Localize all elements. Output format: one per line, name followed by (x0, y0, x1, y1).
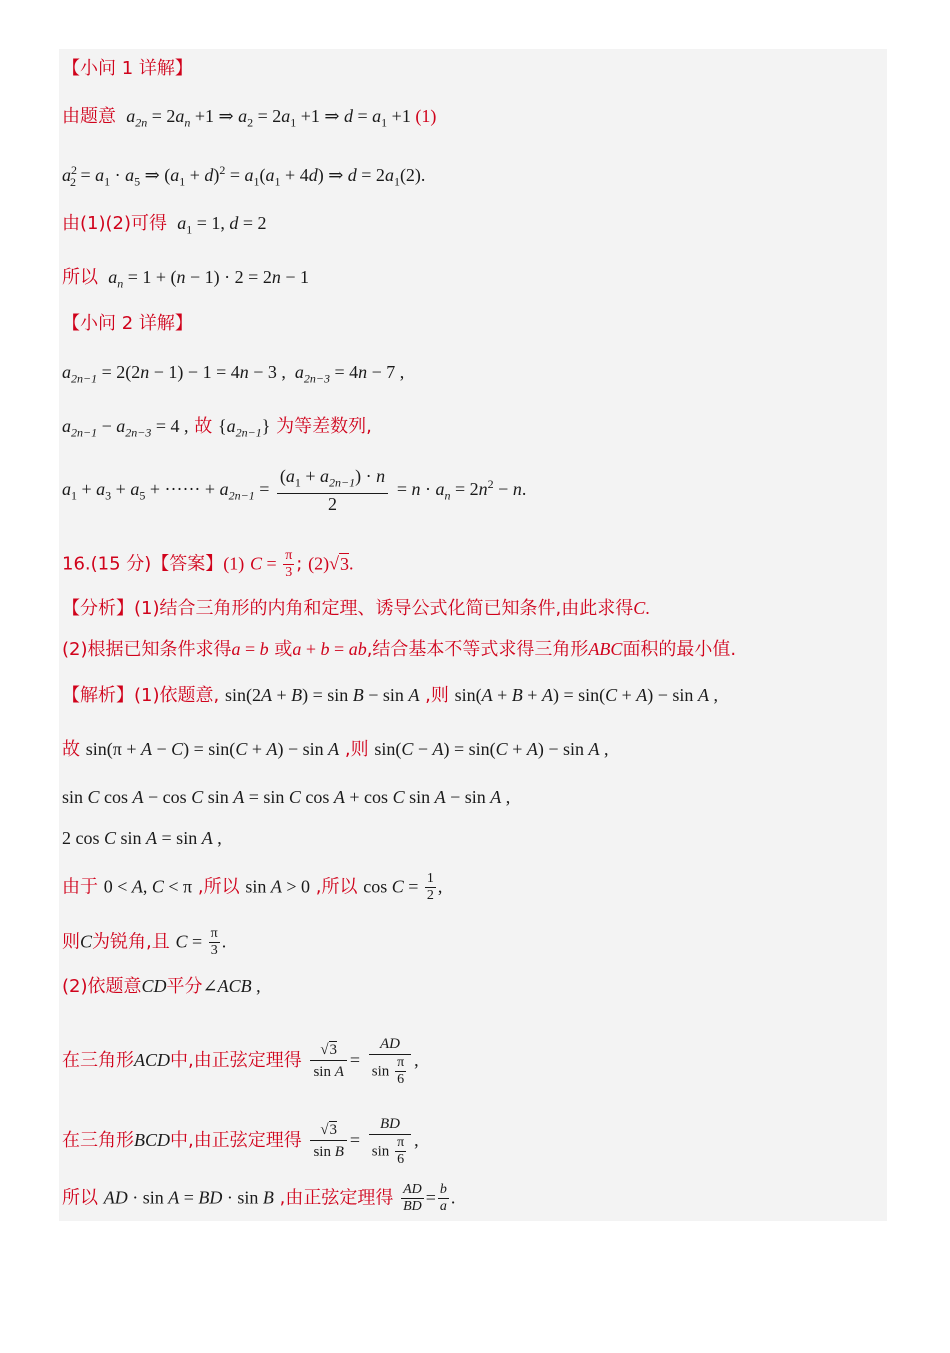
q16-solution1: 【解析】(1)依题意, sin(2A + B) = sin B − sin A ,则 sin(A + B + A) = sin(C + A) − sin A , (62, 685, 718, 706)
q16-analysis2: (2)根据已知条件求得a = b 或a + b = ab,结合基本不等式求得三角形ABC面积的最小值. (62, 639, 737, 660)
part1-line2: $a^2_2 = a_1 \cdot a_5$ ⇒ $(a_1 + d)^2 = a_1(a_1 + 4d)$ ⇒ $d = 2a_1(2)$. (62, 163, 426, 189)
q16-solution6: 则C为锐角,且 C = $\frac{\pi}{3}$ . (62, 926, 227, 958)
q16-solution9: 在三角形BCD中,由正弦定理得 $\frac{√3}{\text{sin B}}$ = BD sin $\frac{\pi}{6}$ , (62, 1116, 419, 1167)
part2-line2: $a_{2n-1} - a_{2n-3} = 4$ , 故 $\{a_{2n-1}\}$ 为等差数列, (62, 416, 372, 440)
part1-header: 【小问 1 详解】 (62, 58, 193, 79)
q16-solution5: 由于 0 < A, C < π ,所以 sin A > 0 ,所以 cos C = $\frac{1}{2}$ , (62, 871, 443, 903)
q16-solution2: 故 sin(π + A − C) = sin(C + A) − sin A ,则 sin(C − A) = sin(C + A) − sin A , (62, 739, 609, 760)
part1-line3: 由(1)(2)可得 $a_1 = 1$, d = 2 (62, 213, 267, 237)
part1-line4: 所以 $a_n = 1 + (n - 1) \cdot 2 = 2n - 1$ (62, 267, 309, 291)
part2-line1: $a_{2n-1} = 2(2n - 1) - 1 = 4n - 3$ , $a_{2n-3} = 4n - 7$ , (62, 362, 405, 386)
q16-solution8: 在三角形ACD中,由正弦定理得 $\frac{√3}{\text{sin A}}$ = AD sin $\frac{\pi}{6}$ , (62, 1036, 419, 1087)
q16-analysis1: 【分析】(1)结合三角形的内角和定理、诱导公式化简已知条件,由此求得C. (62, 598, 650, 619)
q16-solution4: 2 cos C sin A = sin A , (62, 828, 222, 848)
q16-solution10: 所以 AD · sin A = BD · sin B ,由正弦定理得 $\frac{AD}{BD}$ = $\frac{b}{a}$ . (62, 1182, 456, 1214)
q16-answer: 16.(15 分)【答案】(1) C = $\frac{\pi}{3}$ ; (2)√3. (62, 548, 354, 580)
q16-solution7: (2)依题意CD平分∠ACB , (62, 976, 261, 997)
part1-line1: 由题意 $a_{2n} = 2a_n +1$ ⇒ $a_2 = 2a_1 +1$ ⇒ $d = a_1 +1$ (1) (62, 106, 437, 130)
q16-solution3: sin C cos A − cos C sin A = sin C cos A + cos C sin A − sin A , (62, 787, 511, 807)
part2-header: 【小问 2 详解】 (62, 313, 193, 334)
part2-line3: $a_1 + a_3 + a_5$ + ······ + $a_{2n-1}$ = $\frac{(a_1 + a_{2n-1}) \cdot n}{2}$ = $n \cdot a_n = 2n^2 - n$. (62, 466, 527, 514)
